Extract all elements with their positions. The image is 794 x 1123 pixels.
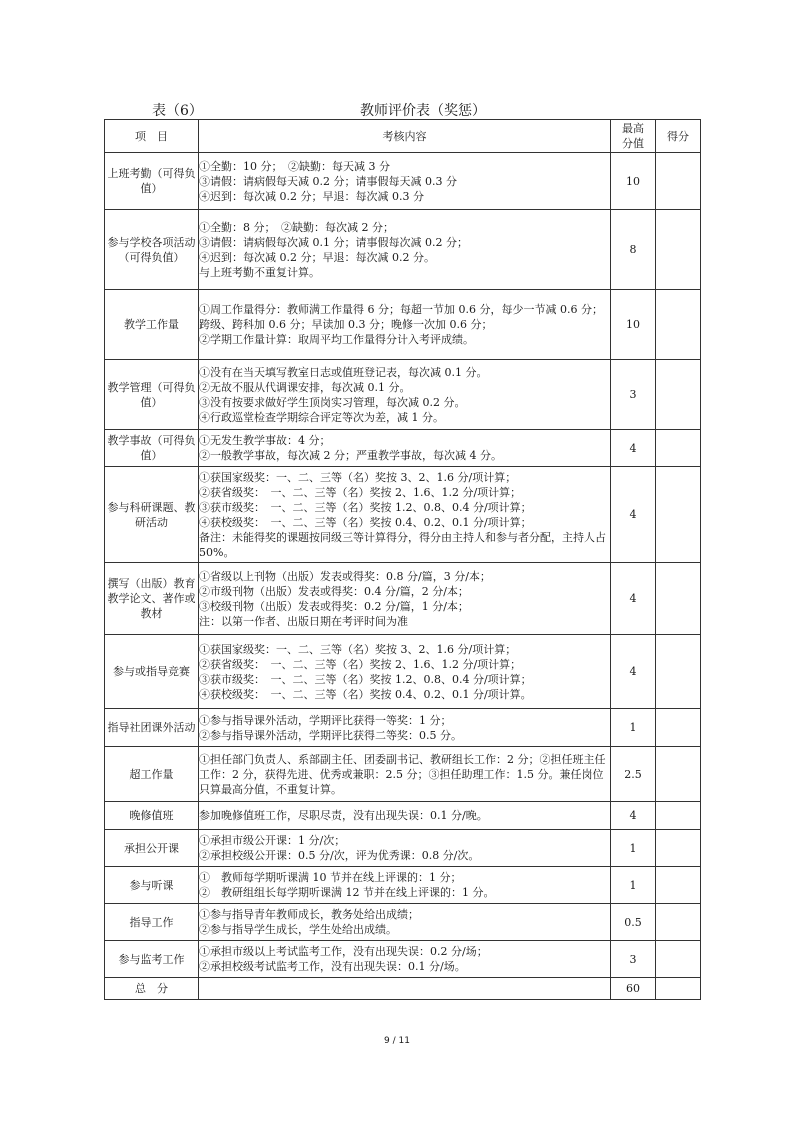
content-line: ①全勤：10 分； ②缺勤：每天减 3 分 xyxy=(199,159,390,173)
row-score-cell[interactable] xyxy=(656,709,701,747)
table-row xyxy=(105,802,701,830)
row-item-name: 参与监考工作 xyxy=(105,941,199,978)
row-score-cell[interactable] xyxy=(656,802,701,830)
total-row xyxy=(105,978,701,1000)
table-row xyxy=(105,709,701,747)
table-row xyxy=(105,867,701,904)
row-content xyxy=(199,563,611,635)
row-item-name: 撰写（出版）教育教学论文、著作或教材 xyxy=(105,563,199,635)
row-max-value: 3 xyxy=(611,360,656,430)
table-row xyxy=(105,430,701,467)
row-item-name: 参与学校各项活动（可得负值） xyxy=(105,210,199,290)
row-content xyxy=(199,802,611,830)
row-item-name: 上班考勤（可得负值） xyxy=(105,153,199,210)
content-line: ① 教师每学期听课满 10 节并在线上评课的：1 分； xyxy=(199,871,462,884)
content-line: ①承担市级以上考试监考工作，没有出现失误：0.2 分/场； xyxy=(199,945,488,958)
content-line: ④行政巡堂检查学期综合评定等次为差，减 1 分。 xyxy=(199,410,444,424)
content-line: ④迟到：每次减 0.2 分；早退：每次减 0.3 分 xyxy=(199,189,424,203)
content-line: ②无故不服从代调课安排，每次减 0.1 分。 xyxy=(199,380,411,394)
row-max-value: 10 xyxy=(611,153,656,210)
content-line: ②市级刊物（出版）发表或得奖：0.4 分/篇，2 分/本； xyxy=(199,584,469,598)
row-content xyxy=(199,290,611,360)
table-row xyxy=(105,747,701,802)
row-score-cell[interactable] xyxy=(656,290,701,360)
content-line: 参加晚修值班工作，尽职尽责，没有出现失误：0.1 分/晚。 xyxy=(199,809,488,822)
content-line: ②获省级奖： 一、二、三等（名）奖按 2、1.6、1.2 分/项计算； xyxy=(199,657,522,671)
content-line: ②学期工作量计算：取周平均工作量得分计入考评成绩。 xyxy=(199,333,474,346)
column-header-max-value: 最高分值 xyxy=(611,120,656,153)
row-score-cell[interactable] xyxy=(656,904,701,941)
table-row xyxy=(105,153,701,210)
content-line: ①省级以上刊物（出版）发表或得奖：0.8 分/篇，3 分/本； xyxy=(199,569,491,583)
table-row xyxy=(105,904,701,941)
row-score-cell[interactable] xyxy=(656,360,701,430)
row-max-value: 3 xyxy=(611,941,656,978)
row-item-name: 指导工作 xyxy=(105,904,199,941)
total-label: 总 分 xyxy=(105,978,199,1000)
content-line: ①无发生教学事故：4 分； xyxy=(199,434,331,447)
row-score-cell[interactable] xyxy=(656,941,701,978)
row-item-name: 教学工作量 xyxy=(105,290,199,360)
row-item-name: 超工作量 xyxy=(105,747,199,802)
row-item-name: 指导社团课外活动 xyxy=(105,709,199,747)
row-content xyxy=(199,709,611,747)
total-max-value: 60 xyxy=(611,978,656,1000)
table-row xyxy=(105,210,701,290)
content-line: ①担任部门负责人、系部副主任、团委副书记、教研组长工作：2 分；②担任班主任工作：2 分，获得先进、优秀或兼职：2.5 分；③担任助理工作：1.5 分。兼任岗位只算最高分值，不重复计算。 xyxy=(199,752,606,796)
row-item-name: 承担公开课 xyxy=(105,830,199,867)
row-max-value: 1 xyxy=(611,830,656,867)
row-score-cell[interactable] xyxy=(656,210,701,290)
table-label: 表（6） xyxy=(152,103,203,119)
row-content xyxy=(199,867,611,904)
content-line: ② 教研组组长每学期听课满 12 节并在线上评课的：1 分。 xyxy=(199,886,495,899)
page-number: 9 / 11 xyxy=(384,1036,410,1046)
content-line: ①获国家级奖：一、二、三等（名）奖按 3、2、1.6 分/项计算； xyxy=(199,470,517,484)
content-line: ①参与指导课外活动，学期评比获得一等奖：1 分； xyxy=(199,713,452,727)
row-max-value: 4 xyxy=(611,635,656,709)
row-max-value: 8 xyxy=(611,210,656,290)
content-line: ②承担校级公开课：0.5 分/次，评为优秀课：0.8 分/次。 xyxy=(199,849,480,862)
content-line: ④迟到：每次减 0.2 分；早退：每次减 0.2 分。 xyxy=(199,250,435,264)
row-item-name: 教学管理（可得负值） xyxy=(105,360,199,430)
row-item-name: 晚修值班 xyxy=(105,802,199,830)
content-line: 注：以第一作者、出版日期在考评时间为准 xyxy=(199,614,408,628)
row-content xyxy=(199,153,611,210)
row-item-name: 教学事故（可得负值） xyxy=(105,430,199,467)
content-line: ④获校级奖： 一、二、三等（名）奖按 0.4、0.2、0.1 分/项计算。 xyxy=(199,687,532,701)
row-content xyxy=(199,430,611,467)
total-content-empty xyxy=(199,978,611,1000)
row-content xyxy=(199,635,611,709)
row-max-value: 4 xyxy=(611,467,656,563)
row-score-cell[interactable] xyxy=(656,563,701,635)
table-row xyxy=(105,635,701,709)
row-max-value: 0.5 xyxy=(611,904,656,941)
content-line: ②参与指导课外活动，学期评比获得二等奖：0.5 分。 xyxy=(199,728,462,742)
document-title: 教师评价表（奖惩） xyxy=(360,103,486,119)
content-line: ②获省级奖： 一、二、三等（名）奖按 2、1.6、1.2 分/项计算； xyxy=(199,485,522,499)
row-max-value: 4 xyxy=(611,430,656,467)
row-content xyxy=(199,941,611,978)
row-max-value: 4 xyxy=(611,563,656,635)
evaluation-table xyxy=(104,119,701,1000)
total-score-cell[interactable] xyxy=(656,978,701,1000)
content-line: ①全勤：8 分； ②缺勤：每次减 2 分； xyxy=(199,220,394,234)
row-content xyxy=(199,830,611,867)
row-score-cell[interactable] xyxy=(656,867,701,904)
column-header-item: 项 目 xyxy=(105,120,199,153)
content-line: ③请假：请病假每次减 0.1 分；请事假每次减 0.2 分； xyxy=(199,235,468,249)
row-item-name: 参与或指导竞赛 xyxy=(105,635,199,709)
row-max-value: 1 xyxy=(611,709,656,747)
column-header-content: 考核内容 xyxy=(199,120,611,153)
content-line: ②承担校级考试监考工作，没有出现失误：0.1 分/场。 xyxy=(199,960,466,973)
row-score-cell[interactable] xyxy=(656,467,701,563)
content-line: ③获市级奖： 一、二、三等（名）奖按 1.2、0.8、0.4 分/项计算； xyxy=(199,500,532,514)
content-line: ②参与指导学生成长，学生处给出成绩。 xyxy=(199,923,397,936)
table-row xyxy=(105,941,701,978)
row-score-cell[interactable] xyxy=(656,747,701,802)
table-row xyxy=(105,360,701,430)
content-line: ③没有按要求做好学生顶岗实习管理，每次减 0.2 分。 xyxy=(199,395,466,409)
table-header-row xyxy=(105,120,701,153)
content-line: ①没有在当天填写教室日志或值班登记表，每次减 0.1 分。 xyxy=(199,365,488,379)
row-content xyxy=(199,360,611,430)
row-item-name: 参与科研课题、教研活动 xyxy=(105,467,199,563)
content-line: 与上班考勤不重复计算。 xyxy=(199,265,320,279)
table-body xyxy=(105,153,701,978)
table-row xyxy=(105,290,701,360)
content-line: ②一般教学事故，每次减 2 分；严重教学事故，每次减 4 分。 xyxy=(199,449,502,462)
column-header-score: 得分 xyxy=(656,120,701,153)
content-line: ①承担市级公开课：1 分/次； xyxy=(199,834,346,847)
content-line: ④获校级奖： 一、二、三等（名）奖按 0.4、0.2、0.1 分/项计算； xyxy=(199,515,532,529)
row-score-cell[interactable] xyxy=(656,153,701,210)
row-content xyxy=(199,747,611,802)
row-content xyxy=(199,210,611,290)
row-max-value: 1 xyxy=(611,867,656,904)
content-line: ①参与指导青年教师成长，教务处给出成绩； xyxy=(199,908,419,921)
row-content xyxy=(199,467,611,563)
content-line: ③请假：请病假每天减 0.2 分；请事假每天减 0.3 分 xyxy=(199,174,457,188)
content-line: 备注：未能得奖的课题按同级三等计算得分，得分由主持人和参与者分配，主持人占 50%。 xyxy=(199,530,606,559)
row-item-name: 参与听课 xyxy=(105,867,199,904)
table-row xyxy=(105,563,701,635)
row-max-value: 2.5 xyxy=(611,747,656,802)
table-row xyxy=(105,830,701,867)
row-score-cell[interactable] xyxy=(656,430,701,467)
table-row xyxy=(105,467,701,563)
row-score-cell[interactable] xyxy=(656,830,701,867)
row-score-cell[interactable] xyxy=(656,635,701,709)
row-max-value: 10 xyxy=(611,290,656,360)
content-line: ③获市级奖： 一、二、三等（名）奖按 1.2、0.8、0.4 分/项计算； xyxy=(199,672,532,686)
content-line: ①获国家级奖：一、二、三等（名）奖按 3、2、1.6 分/项计算； xyxy=(199,642,517,656)
row-content xyxy=(199,904,611,941)
row-max-value: 4 xyxy=(611,802,656,830)
content-line: ③校级刊物（出版）发表或得奖：0.2 分/篇，1 分/本； xyxy=(199,599,469,613)
content-line: ①周工作量得分：教师满工作量得 6 分；每超一节加 0.6 分，每少一节减 0.6 分；跨级、跨科加 0.6 分；早读加 0.3 分；晚修一次加 0.6 分； xyxy=(199,303,603,331)
